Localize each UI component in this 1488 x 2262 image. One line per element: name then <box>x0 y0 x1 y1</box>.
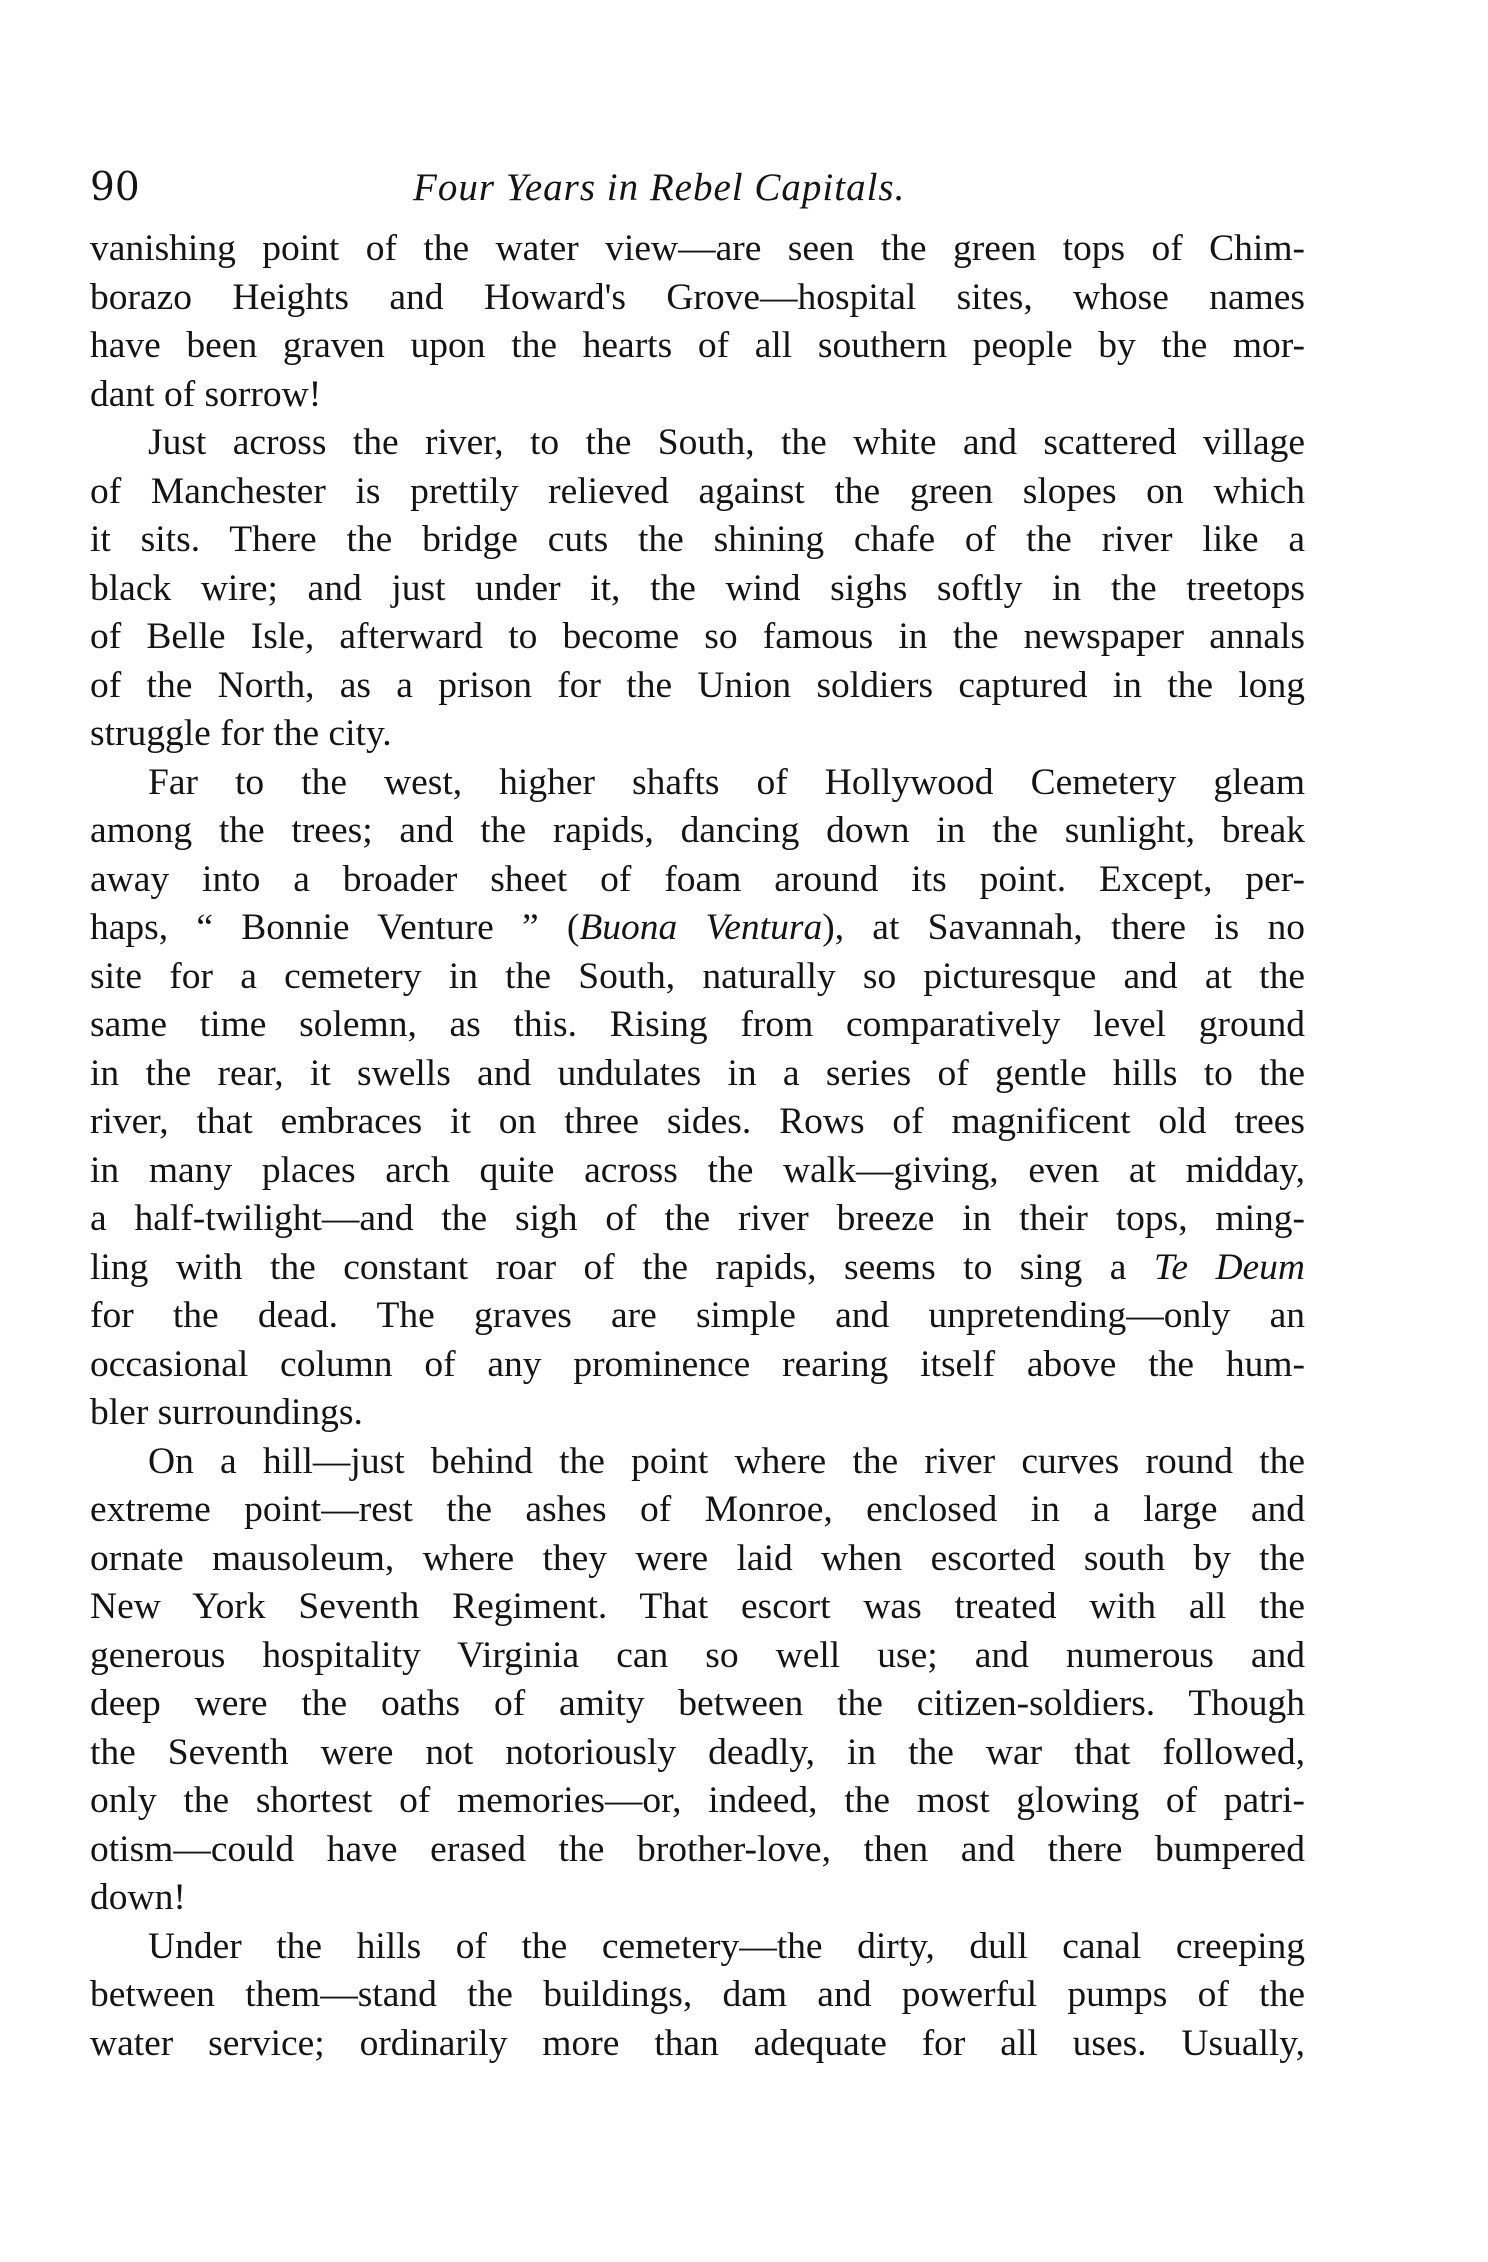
text-line: same time solemn, as this. Rising from comparatively level ground <box>90 1004 1305 1045</box>
running-header <box>90 160 1305 216</box>
text-segment: ), at Savannah, there is no <box>822 907 1305 948</box>
text-line: in the rear, it swells and undulates in a series of gentle hills to the <box>90 1052 1305 1094</box>
text-line: down! <box>90 1877 186 1918</box>
paragraph-first-line: Just across the river, to the South, the white and scattered village <box>148 422 1305 463</box>
text-line: only the shortest of memories—or, indeed, the most glowing of patri- <box>90 1780 1305 1821</box>
book-page <box>90 160 1305 2068</box>
text-line: New York Seventh Regiment. That escort was treated with all the <box>90 1586 1305 1627</box>
text-line: deep were the oaths of amity between the citizen-soldiers. Though <box>90 1683 1305 1724</box>
body-text <box>90 225 1305 2068</box>
text-line: generous hospitality Virginia can so well use; and numerous and <box>90 1634 1305 1676</box>
text-line: the Seventh were not notoriously deadly, in the war that followed, <box>90 1731 1305 1773</box>
text-line: otism—could have erased the brother-love, then and there bumpered <box>90 1828 1305 1870</box>
text-line: of Manchester is prettily relieved against the green slopes on which <box>90 470 1305 512</box>
text-line: of the North, as a prison for the Union soldiers captured in the long <box>90 664 1305 706</box>
text-line: water service; ordinarily more than adequate for all uses. Usually, <box>90 2022 1305 2064</box>
text-segment: haps, “ Bonnie Venture ” ( <box>90 907 580 948</box>
text-line: occasional column of any prominence rearing itself above the hum- <box>90 1343 1305 1385</box>
text-line: it sits. There the bridge cuts the shining chafe of the river like a <box>90 519 1305 560</box>
text-line-with-italic <box>90 904 1305 953</box>
text-line: of Belle Isle, afterward to become so famous in the newspaper annals <box>90 616 1305 657</box>
text-line: vanishing point of the water view—are seen the green tops of Chim- <box>90 228 1305 269</box>
text-line: river, that embraces it on three sides. Rows of magnificent old trees <box>90 1101 1305 1142</box>
text-line: extreme point—rest the ashes of Monroe, enclosed in a large and <box>90 1489 1305 1530</box>
paragraph-first-line: On a hill—just behind the point where the river curves round the <box>148 1440 1305 1482</box>
text-line: a half-twilight—and the sigh of the river breeze in their tops, ming- <box>90 1198 1305 1239</box>
text-line: borazo Heights and Howard's Grove—hospital sites, whose names <box>90 276 1305 318</box>
paragraph-first-line: Far to the west, higher shafts of Hollywood Cemetery gleam <box>148 761 1305 803</box>
text-line: in many places arch quite across the walk—giving, even at midday, <box>90 1149 1305 1191</box>
text-line: have been graven upon the hearts of all southern people by the mor- <box>90 325 1305 366</box>
text-line: away into a broader sheet of foam around its point. Except, per- <box>90 858 1305 900</box>
page-number: 90 <box>90 165 140 210</box>
text-line: ornate mausoleum, where they were laid when escorted south by the <box>90 1537 1305 1579</box>
text-line: bler surroundings. <box>90 1392 363 1433</box>
text-line: struggle for the city. <box>90 713 392 754</box>
text-line: black wire; and just under it, the wind sighs softly in the treetops <box>90 567 1305 609</box>
text-line-with-italic <box>90 1244 1305 1293</box>
italic-phrase: Te Deum <box>1153 1246 1305 1288</box>
running-title: Four Years in Rebel Capitals. <box>413 166 906 209</box>
text-line: site for a cemetery in the South, naturally so picturesque and at the <box>90 955 1305 997</box>
text-line: between them—stand the buildings, dam and powerful pumps of the <box>90 1974 1305 2015</box>
text-segment: ling with the constant roar of the rapids, seems to sing a <box>90 1246 1154 1288</box>
text-line: for the dead. The graves are simple and unpretending—only an <box>90 1295 1305 1336</box>
italic-phrase: Buona Ventura <box>579 907 823 948</box>
text-line: among the trees; and the rapids, dancing down in the sunlight, break <box>90 810 1305 851</box>
text-line: dant of sorrow! <box>90 373 322 415</box>
paragraph-first-line: Under the hills of the cemetery—the dirty, dull canal creeping <box>148 1925 1305 1967</box>
